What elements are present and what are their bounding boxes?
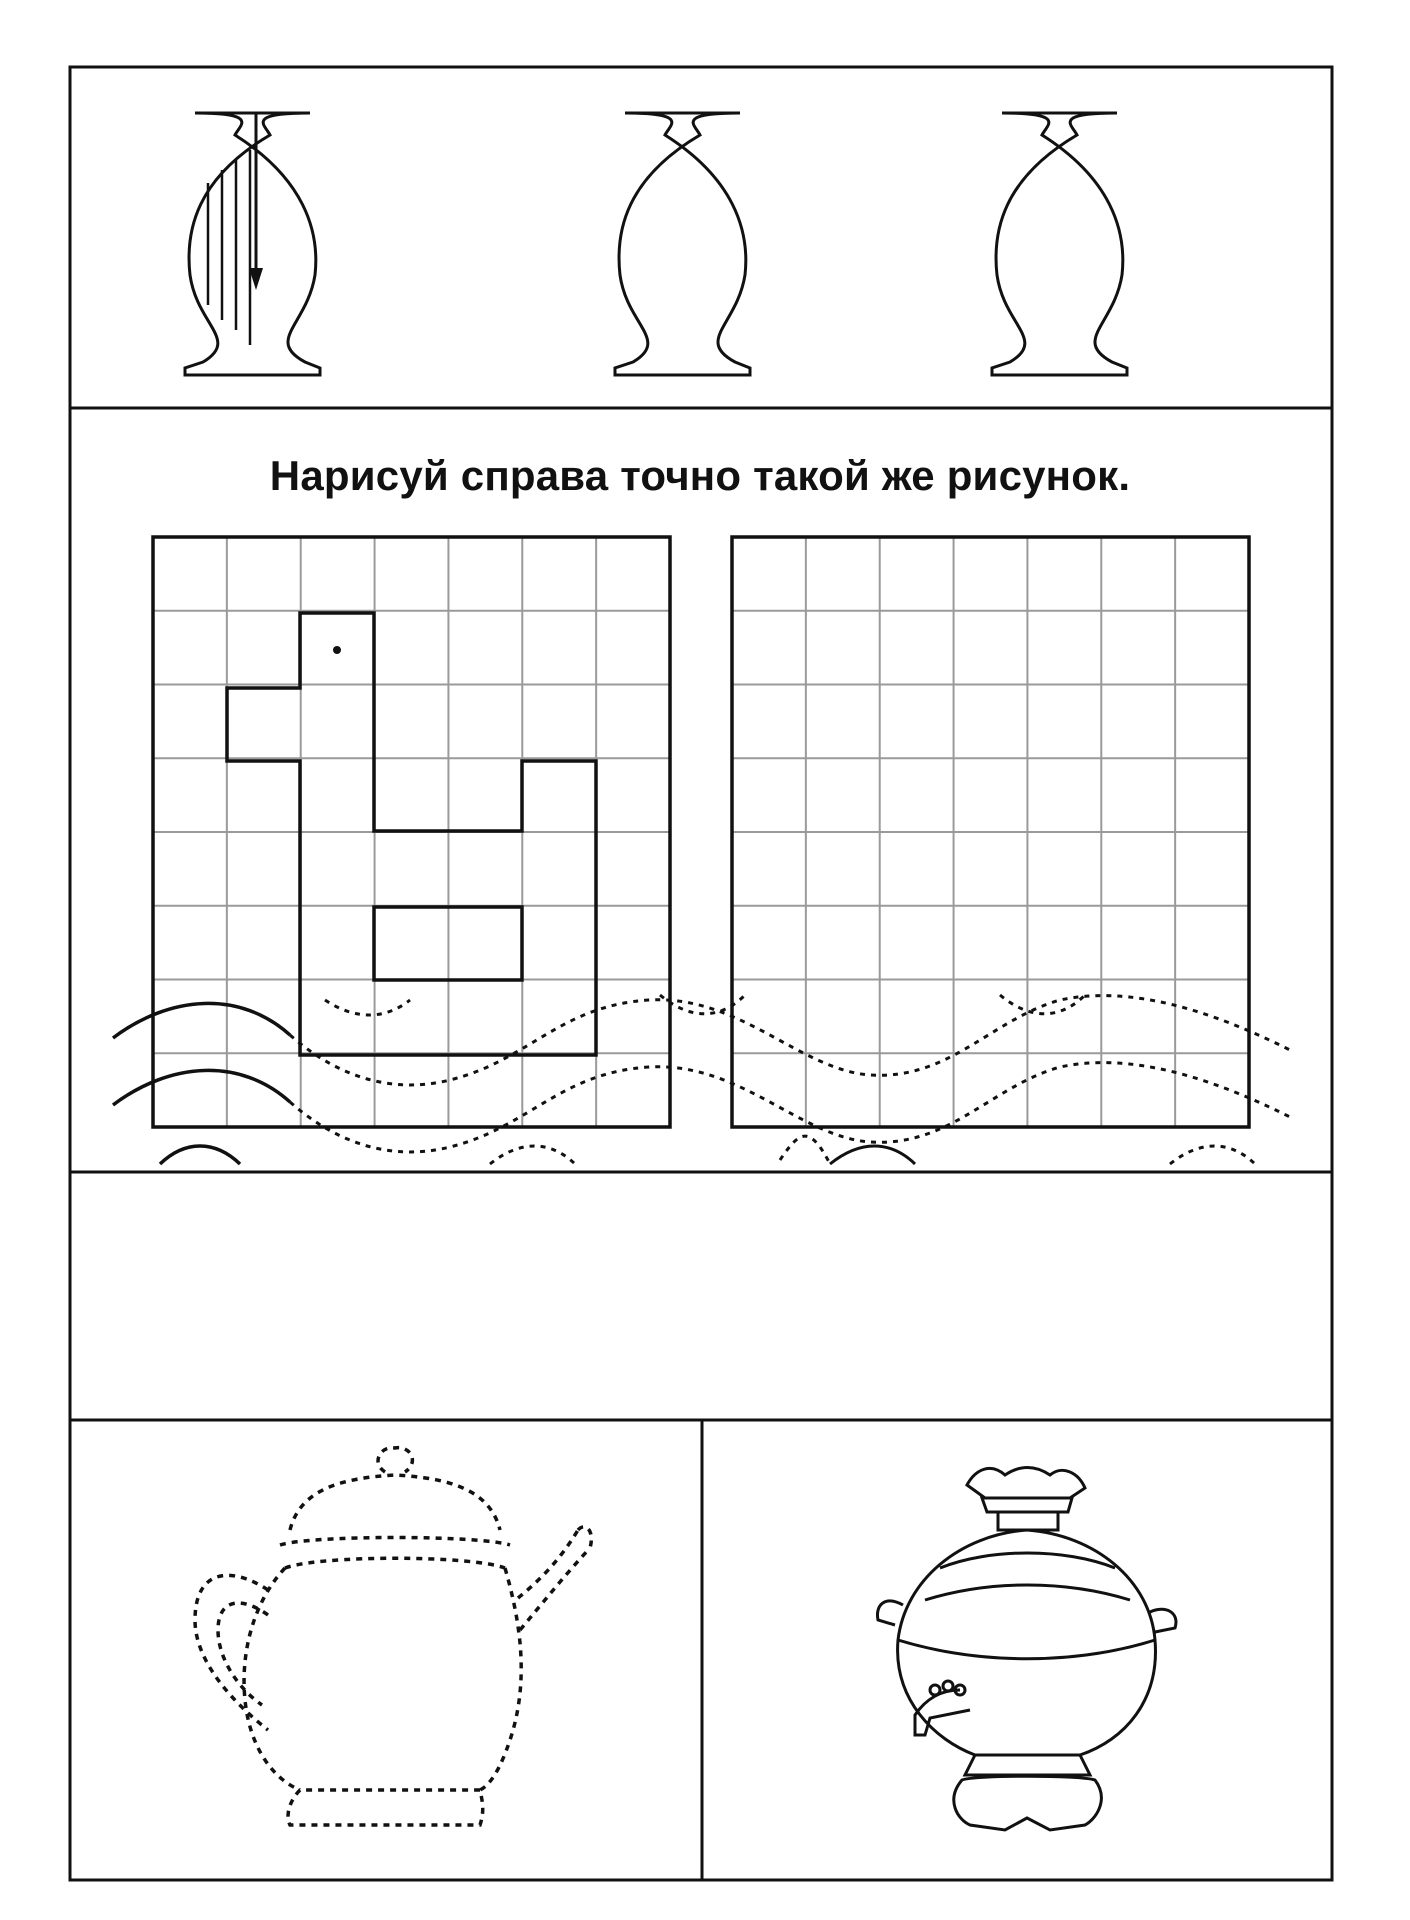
dashed-wave-lower [780, 1136, 830, 1164]
dashed-waves [290, 995, 1290, 1164]
goose-figure [227, 613, 596, 1055]
hatch-lines [208, 150, 250, 345]
vase-outline [992, 113, 1127, 375]
samovar-drawing [877, 1468, 1176, 1831]
vase-outline [615, 113, 750, 375]
grid-empty[interactable] [732, 537, 1249, 1127]
teapot-dotted [195, 1448, 591, 1825]
panel-frames [70, 67, 1332, 1880]
vase-example [185, 113, 320, 375]
wave-tracing [113, 995, 1290, 1164]
instruction-text: Нарисуй справа точно такой же рисунок. [269, 452, 1131, 499]
solid-waves [113, 1003, 290, 1164]
vase-row [185, 113, 1127, 375]
figure-eye-dot [333, 646, 341, 654]
